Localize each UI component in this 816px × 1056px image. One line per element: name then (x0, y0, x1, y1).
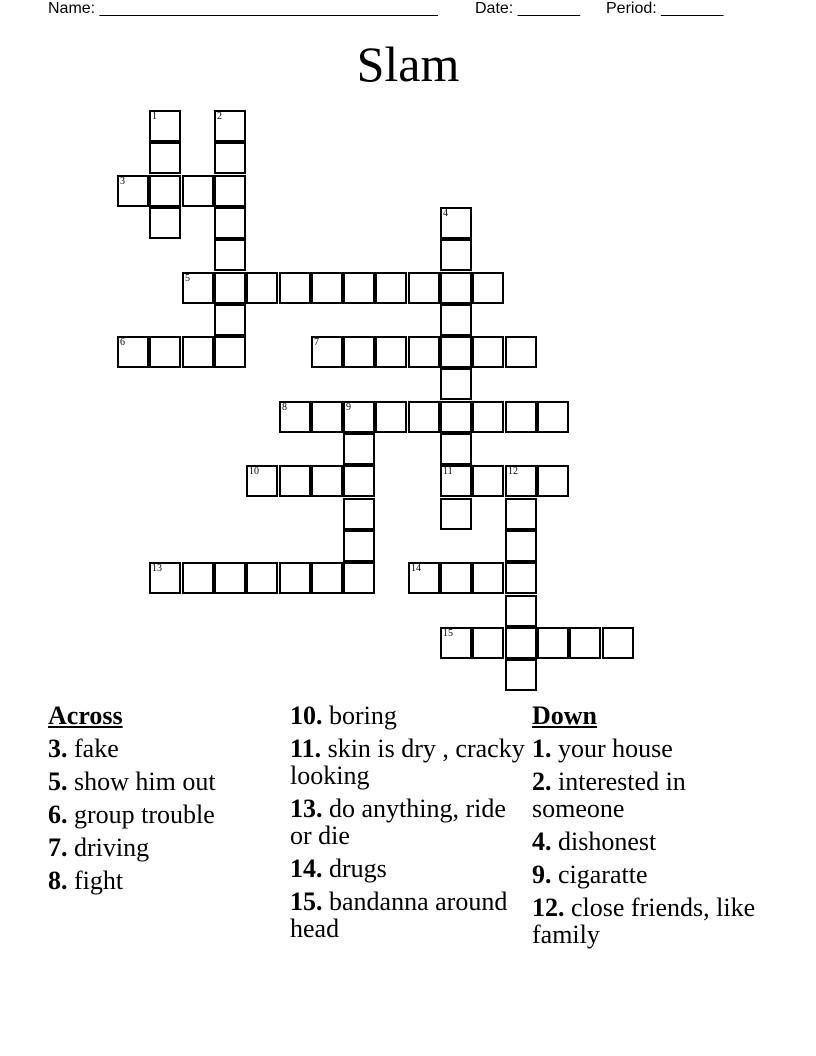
clue-number: 3. (48, 734, 68, 763)
grid-cell[interactable] (375, 336, 407, 368)
grid-cell[interactable] (311, 336, 343, 368)
clue-across-15 (290, 888, 530, 942)
cell-number: 14 (411, 563, 421, 574)
grid-cell[interactable] (440, 368, 472, 400)
clue-text: fight (74, 866, 124, 895)
grid-cell[interactable] (505, 595, 537, 627)
cell-number: 7 (314, 337, 319, 348)
clue-down-12 (532, 894, 772, 948)
clue-number: 2. (532, 767, 552, 796)
grid-cell[interactable] (440, 562, 472, 594)
clue-across-11 (290, 735, 530, 789)
grid-cell[interactable] (537, 401, 569, 433)
grid-cell[interactable] (537, 465, 569, 497)
clue-text: show him out (74, 767, 216, 796)
grid-cell[interactable] (343, 530, 375, 562)
grid-cell[interactable] (537, 627, 569, 659)
clue-across-10 (290, 702, 530, 729)
grid-cell[interactable] (569, 627, 601, 659)
grid-cell[interactable] (472, 336, 504, 368)
grid-cell[interactable] (246, 562, 278, 594)
grid-cell[interactable] (149, 110, 181, 142)
cell-number: 1 (152, 111, 157, 122)
grid-cell[interactable] (440, 207, 472, 239)
clue-across-14 (290, 855, 530, 882)
name-field-label[interactable]: Name: ______________________________________ (48, 0, 438, 17)
grid-cell[interactable] (117, 336, 149, 368)
clue-across-8 (48, 867, 288, 894)
grid-cell[interactable] (505, 401, 537, 433)
clue-text: bandanna around head (290, 887, 508, 943)
grid-cell[interactable] (214, 142, 246, 174)
grid-cell[interactable] (214, 207, 246, 239)
puzzle-title: Slam (356, 36, 460, 92)
grid-cell[interactable] (505, 465, 537, 497)
grid-cell[interactable] (440, 304, 472, 336)
grid-cell[interactable] (311, 401, 343, 433)
grid-cell[interactable] (343, 562, 375, 594)
clue-across-5 (48, 768, 288, 795)
grid-cell[interactable] (472, 465, 504, 497)
grid-cell[interactable] (214, 175, 246, 207)
grid-cell[interactable] (440, 336, 472, 368)
grid-cell[interactable] (440, 627, 472, 659)
cell-number: 13 (152, 563, 162, 574)
grid-cell[interactable] (343, 498, 375, 530)
down-heading: Down (532, 701, 598, 730)
grid-cell[interactable] (182, 175, 214, 207)
period-field-label[interactable]: Period: _______ (606, 0, 724, 17)
grid-cell[interactable] (214, 272, 246, 304)
grid-cell[interactable] (343, 465, 375, 497)
grid-cell[interactable] (182, 562, 214, 594)
cell-number: 2 (217, 111, 222, 122)
across-heading: Across (48, 701, 123, 730)
grid-cell[interactable] (117, 175, 149, 207)
grid-cell[interactable] (149, 207, 181, 239)
grid-cell[interactable] (343, 272, 375, 304)
grid-cell[interactable] (505, 530, 537, 562)
cell-number: 8 (282, 402, 287, 413)
clue-across-13 (290, 795, 530, 849)
grid-cell[interactable] (343, 401, 375, 433)
cell-number: 3 (120, 176, 125, 187)
grid-cell[interactable] (408, 272, 440, 304)
grid-cell[interactable] (149, 562, 181, 594)
grid-cell[interactable] (149, 142, 181, 174)
clue-text: boring (329, 701, 397, 730)
grid-cell[interactable] (505, 562, 537, 594)
grid-cell[interactable] (472, 272, 504, 304)
clue-down-9 (532, 861, 772, 888)
clue-text: your house (558, 734, 673, 763)
cell-number: 11 (443, 466, 453, 477)
grid-cell[interactable] (149, 336, 181, 368)
grid-cell[interactable] (343, 433, 375, 465)
grid-cell[interactable] (440, 401, 472, 433)
grid-cell[interactable] (214, 562, 246, 594)
cell-number: 9 (346, 402, 351, 413)
grid-cell[interactable] (311, 272, 343, 304)
grid-cell[interactable] (505, 498, 537, 530)
clue-number: 1. (532, 734, 552, 763)
grid-cell[interactable] (214, 239, 246, 271)
clue-across-7 (48, 834, 288, 861)
clue-text: fake (74, 734, 119, 763)
across-clues-col-2 (290, 702, 530, 948)
grid-cell[interactable] (505, 659, 537, 691)
grid-cell[interactable] (246, 272, 278, 304)
grid-cell[interactable] (440, 272, 472, 304)
clue-text: driving (74, 833, 150, 862)
clue-number: 13. (290, 794, 323, 823)
grid-cell[interactable] (472, 401, 504, 433)
clue-number: 6. (48, 800, 68, 829)
grid-cell[interactable] (440, 433, 472, 465)
grid-cell[interactable] (279, 465, 311, 497)
cell-number: 4 (443, 208, 448, 219)
clue-number: 4. (532, 827, 552, 856)
grid-cell[interactable] (214, 304, 246, 336)
clue-number: 15. (290, 887, 323, 916)
grid-cell[interactable] (279, 562, 311, 594)
cell-number: 15 (443, 628, 453, 639)
grid-cell[interactable] (343, 336, 375, 368)
grid-cell[interactable] (375, 272, 407, 304)
grid-cell[interactable] (440, 465, 472, 497)
grid-cell[interactable] (279, 401, 311, 433)
grid-cell[interactable] (311, 562, 343, 594)
clue-across-6 (48, 801, 288, 828)
clue-text: group trouble (74, 800, 215, 829)
grid-cell[interactable] (440, 239, 472, 271)
across-clues-col-1 (48, 702, 288, 900)
grid-cell[interactable] (149, 175, 181, 207)
grid-cell[interactable] (182, 272, 214, 304)
clue-number: 14. (290, 854, 323, 883)
clue-text: drugs (329, 854, 387, 883)
down-clues-col (532, 702, 772, 954)
clue-number: 8. (48, 866, 68, 895)
clue-text: cigaratte (558, 860, 648, 889)
cell-number: 5 (185, 273, 190, 284)
clue-number: 11. (290, 734, 322, 763)
clue-number: 9. (532, 860, 552, 889)
cell-number: 10 (249, 466, 259, 477)
clue-across-3 (48, 735, 288, 762)
clue-text: interested in someone (532, 767, 686, 823)
grid-cell[interactable] (311, 465, 343, 497)
cell-number: 12 (508, 466, 518, 477)
clue-number: 5. (48, 767, 68, 796)
clue-number: 7. (48, 833, 68, 862)
grid-cell[interactable] (472, 627, 504, 659)
grid-cell[interactable] (505, 336, 537, 368)
clue-down-1 (532, 735, 772, 762)
grid-cell[interactable] (408, 562, 440, 594)
clue-number: 10. (290, 701, 323, 730)
grid-cell[interactable] (246, 465, 278, 497)
clue-down-4 (532, 828, 772, 855)
clue-text: skin is dry , cracky looking (290, 734, 525, 790)
clue-text: dishonest (558, 827, 657, 856)
grid-cell[interactable] (408, 336, 440, 368)
clue-down-2 (532, 768, 772, 822)
clue-text: do anything, ride or die (290, 794, 506, 850)
grid-cell[interactable] (214, 110, 246, 142)
clue-number: 12. (532, 893, 565, 922)
grid-cell[interactable] (440, 498, 472, 530)
grid-cell[interactable] (182, 336, 214, 368)
grid-cell[interactable] (505, 627, 537, 659)
cell-number: 6 (120, 337, 125, 348)
grid-cell[interactable] (408, 401, 440, 433)
grid-cell[interactable] (472, 562, 504, 594)
grid-cell[interactable] (602, 627, 634, 659)
grid-cell[interactable] (375, 401, 407, 433)
date-field-label[interactable]: Date: _______ (475, 0, 580, 17)
clue-text: close friends, like family (532, 893, 756, 949)
grid-cell[interactable] (279, 272, 311, 304)
grid-cell[interactable] (214, 336, 246, 368)
